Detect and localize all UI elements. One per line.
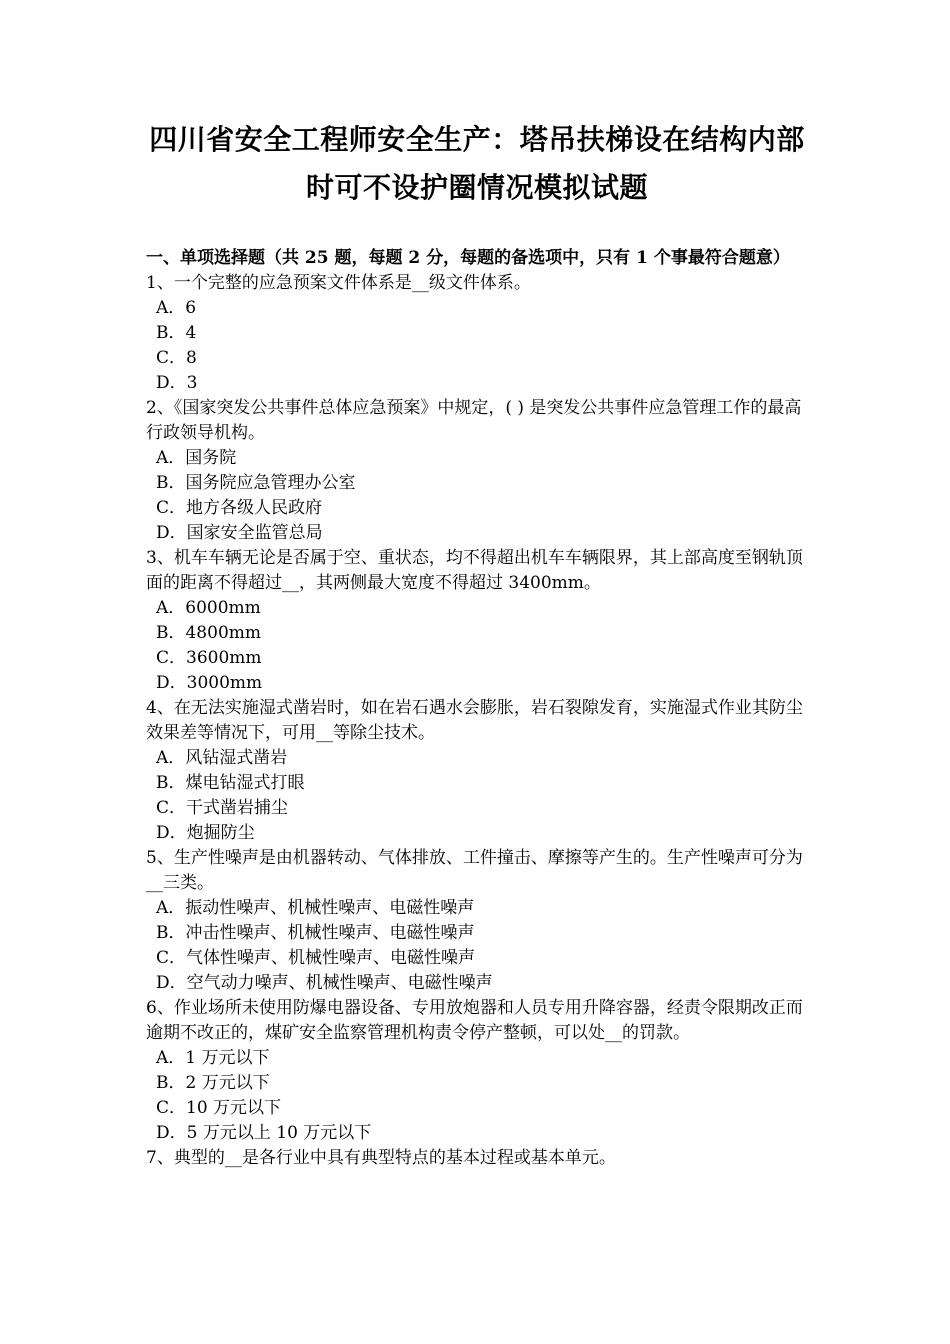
answer-option: D．空气动力噪声、机械性噪声、电磁性噪声 [156,973,493,993]
answer-option: B．冲击性噪声、机械性噪声、电磁性噪声 [156,923,475,943]
question-2 [146,396,808,546]
section-heading: 一、单项选择题（共 25 题，每题 2 分，每题的备选项中，只有 1 个事最符合题意） [146,248,790,268]
answer-option: A．振动性噪声、机械性噪声、电磁性噪声 [156,898,475,918]
answer-option: C．气体性噪声、机械性噪声、电磁性噪声 [156,948,476,968]
answer-option: D．3 [156,373,198,393]
answer-option: A．6 [156,298,197,318]
answer-option: C．3600mm [156,648,262,668]
question-stem: 4、在无法实施湿式凿岩时，如在岩石遇水会膨胀，岩石裂隙发育，实施湿式作业其防尘效果差等情况下，可用__等除尘技术。 [146,698,803,743]
answer-option: C．10 万元以下 [156,1098,282,1118]
question-1 [146,271,808,396]
answer-option: A．1 万元以下 [156,1048,270,1068]
question-6 [146,996,808,1146]
answer-option: D．3000mm [156,673,263,693]
answer-option: A．6000mm [156,598,261,618]
question-stem: 6、作业场所未使用防爆电器设备、专用放炮器和人员专用升降容器，经责令限期改正而逾期不改正的，煤矿安全监察管理机构责令停产整顿，可以处__的罚款。 [146,998,803,1043]
question-stem: 3、机车车辆无论是否属于空、重状态，均不得超出机车车辆限界，其上部高度至钢轨顶面的距离不得超过__，其两侧最大宽度不得超过 3400mm。 [146,548,803,593]
question-stem: 2、《国家突发公共事件总体应急预案》中规定，( ) 是突发公共事件应急管理工作的最高行政领导机构。 [146,398,802,443]
answer-option: B．煤电钻湿式打眼 [156,773,305,793]
question-5 [146,846,808,996]
answer-option: A．风钻湿式凿岩 [156,748,288,768]
answer-option: D．国家安全监管总局 [156,523,323,543]
answer-option: B．2 万元以下 [156,1073,270,1093]
answer-option: B．4 [156,323,197,343]
answer-option: C．8 [156,348,197,368]
answer-option: D．炮掘防尘 [156,823,255,843]
answer-option: B．4800mm [156,623,261,643]
question-stem: 1、一个完整的应急预案文件体系是__级文件体系。 [146,273,531,293]
answer-option: C．干式凿岩捕尘 [156,798,289,818]
answer-option: B．国务院应急管理办公室 [156,473,356,493]
answer-option: A．国务院 [156,448,237,468]
question-7 [146,1146,808,1171]
question-stem: 7、典型的__是各行业中具有典型特点的基本过程或基本单元。 [146,1148,616,1168]
answer-option: C．地方各级人民政府 [156,498,323,518]
document-title: 四川省安全工程师安全生产：塔吊扶梯设在结构内部时可不设护圈情况模拟试题 [149,123,805,204]
question-stem: 5、生产性噪声是由机器转动、气体排放、工件撞击、摩擦等产生的。生产性噪声可分为__三类。 [146,848,803,893]
question-list [146,271,808,1171]
answer-option: D．5 万元以上 10 万元以下 [156,1123,372,1143]
question-4 [146,696,808,846]
question-3 [146,546,808,696]
